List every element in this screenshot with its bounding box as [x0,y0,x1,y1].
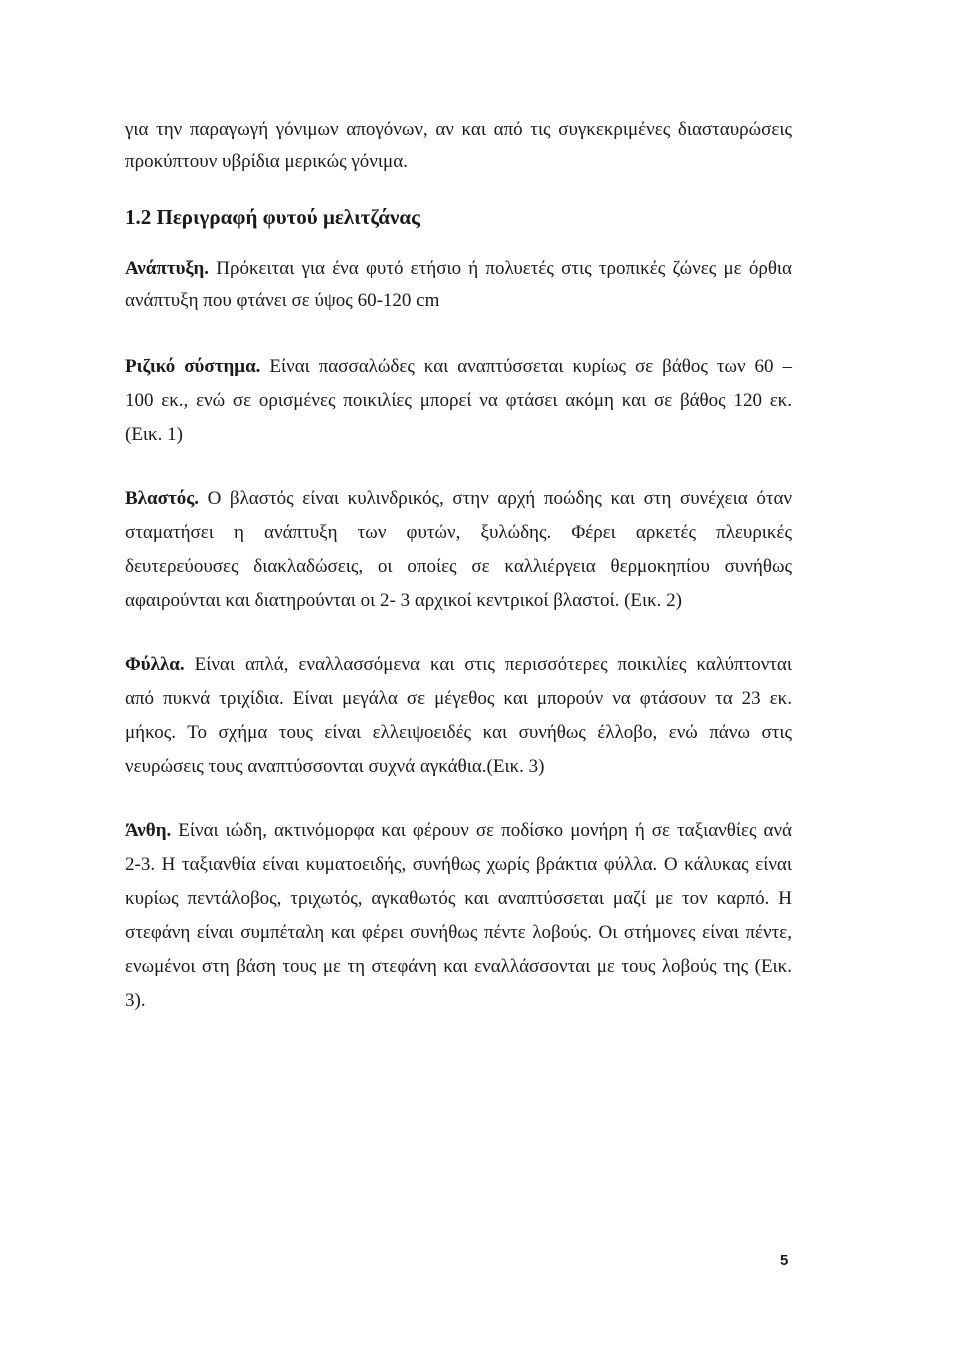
page-number: 5 [780,1252,789,1269]
paragraph-text: Είναι απλά, εναλλασσόμενα και στις περισσότερες ποικιλίες καλύπτονται [184,654,792,675]
paragraph-anthi-line-6: 3). [125,990,146,1011]
paragraph-fylla-line-1 [125,653,792,677]
paragraph-text: Είναι ιώδη, ακτινόμορφα και φέρουν σε ποδίσκο μονήρη ή σε ταξιανθίες ανά [171,820,792,841]
paragraph-rizo-line-3: (Εικ. 1) [125,424,183,445]
paragraph-anthi-line-2: 2-3. Η ταξιανθία είναι κυματοειδής, συνήθως χωρίς βράκτια φύλλα. Ο κάλυκας είναι [125,854,792,875]
paragraph-vlastos-line-1 [125,487,792,511]
paragraph-fylla-line-2: από πυκνά τριχίδια. Είναι μεγάλα σε μέγεθος και μπορούν να φτάσουν τα 23 εκ. [125,688,792,709]
paragraph-anthi-line-1 [125,819,792,843]
paragraph-rizo-line-2: 100 εκ., ενώ σε ορισμένες ποικιλίες μπορεί να φτάσει ακόμη και σε βάθος 120 εκ. [125,390,792,411]
paragraph-lead-fylla: Φύλλα. [125,654,185,675]
section-heading: 1.2 Περιγραφή φυτού μελιτζάνας [125,205,420,229]
paragraph-anaptyxi-line-2: ανάπτυξη που φτάνει σε ύψος 60-120 cm [125,290,440,311]
paragraph-lead-rizo: Ριζικό σύστημα. [125,356,261,377]
paragraph-lead-vlastos: Βλαστός. [125,488,199,509]
paragraph-anthi-line-5: ενωμένοι στη βάση τους με τη στεφάνη και εναλλάσσονται με τους λοβούς της (Εικ. [125,956,792,977]
intro-line-2: προκύπτουν υβρίδια μερικώς γόνιμα. [125,151,408,172]
paragraph-anthi-line-3: κυρίως πεντάλοβος, τριχωτός, αγκαθωτός και αναπτύσσεται μαζί με τον καρπό. Η [125,888,792,909]
intro-line-1: για την παραγωγή γόνιμων απογόνων, αν και από τις συγκεκριμένες διασταυρώσεις [125,119,792,140]
paragraph-text: Ο βλαστός είναι κυλινδρικός, στην αρχή ποώδης και στη συνέχεια όταν [198,488,792,509]
paragraph-anthi-line-4: στεφάνη είναι συμπέταλη και φέρει συνήθως πέντε λοβούς. Οι στήμονες είναι πέντε, [125,922,792,943]
paragraph-vlastos-line-4: αφαιρούνται και διατηρούνται οι 2- 3 αρχικοί κεντρικοί βλαστοί. (Εικ. 2) [125,590,683,611]
paragraph-vlastos-line-2: σταματήσει η ανάπτυξη των φυτών, ξυλώδης. Φέρει αρκετές πλευρικές [125,522,792,543]
paragraph-vlastos-line-3: δευτερεύουσες διακλαδώσεις, οι οποίες σε καλλιέργεια θερμοκηπίου συνήθως [125,556,792,577]
paragraph-text: Πρόκειται για ένα φυτό ετήσιο ή πολυετές στις τροπικές ζώνες με όρθια [209,258,792,279]
paragraph-fylla-line-3: μήκος. Το σχήμα τους είναι ελλειψοειδές και συνήθως έλλοβο, ενώ πάνω στις [125,722,792,743]
paragraph-lead-anthi: Άνθη. [125,820,172,841]
paragraph-fylla-line-4: νευρώσεις τους αναπτύσσονται συχνά αγκάθια.(Εικ. 3) [125,756,545,777]
paragraph-text: Είναι πασσαλώδες και αναπτύσσεται κυρίως σε βάθος των 60 – [260,356,792,377]
paragraph-anaptyxi-line-1 [125,257,792,281]
paragraph-rizo-line-1 [125,355,792,379]
paragraph-lead-anaptyxi: Ανάπτυξη. [125,258,210,279]
